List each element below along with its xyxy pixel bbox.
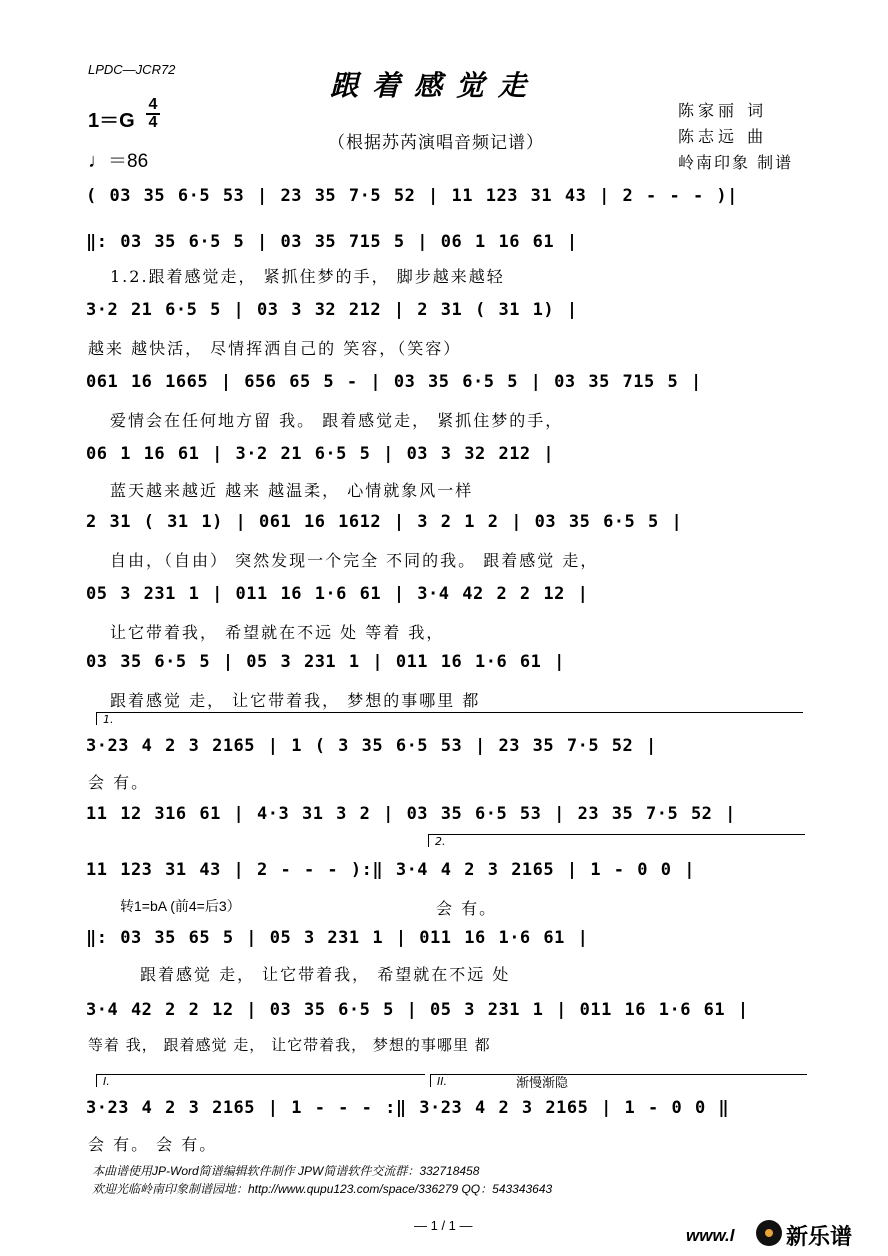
second-ending-bracket-a [428, 834, 805, 847]
composer-credit: 陈志远 曲 [678, 127, 768, 146]
time-sig-top: 4 [148, 96, 158, 113]
footer-line-2: 欢迎光临岭南印象制谱园地：http://www.qupu123.com/space/336279 QQ：543343643 [92, 1182, 553, 1196]
score-line-6: 2 31 ( 31 1) | 061 16 1612 | 3 2 1 2 | 03 35 6·5 5 | [86, 512, 683, 532]
score-line-1: ( 03 35 6·5 53 | 23 35 7·5 52 | 11 123 31 43 | 2 - - - )| [86, 186, 738, 206]
lyric-line-13: 等着 我， 跟着感觉 走， 让它带着我， 梦想的事哪里 都 [88, 1036, 491, 1054]
key-signature: 1＝G [88, 110, 135, 132]
time-sig-bottom: 4 [148, 114, 158, 131]
lyric-line-3: 越来 越快活， 尽情挥洒自己的 笑容，（笑容） [88, 339, 462, 358]
lyric-line-8: 跟着感觉 走， 让它带着我， 梦想的事哪里 都 [110, 691, 481, 710]
page-number: — 1 / 1 — [414, 1218, 473, 1233]
time-signature [146, 98, 160, 130]
score-line-14: 3·23 4 2 3 2165 | 1 - - - :‖ 3·23 4 2 3 2165 | 1 - 0 0 ‖ [86, 1098, 730, 1118]
lyric-line-2: 1.2.跟着感觉走， 紧抓住梦的手， 脚步越来越轻 [110, 267, 505, 286]
score-line-8: 03 35 6·5 5 | 05 3 231 1 | 011 16 1·6 61 | [86, 652, 565, 672]
record-disc-icon [756, 1220, 782, 1246]
tempo-value: ＝86 [108, 151, 149, 172]
lyricist-credit: 陈家丽 词 [678, 101, 768, 120]
lyric-line-6: 自由，（自由） 突然发现一个完全 不同的我。 跟着感觉 走， [110, 551, 599, 570]
score-line-12: ‖: 03 35 65 5 | 05 3 231 1 | 011 16 1·6 61 | [86, 928, 589, 948]
first-ending-label-b: I. [103, 1075, 110, 1088]
song-subtitle: （根据苏芮演唱音频记谱） [328, 133, 544, 153]
score-line-7: 05 3 231 1 | 011 16 1·6 61 | 3·4 42 2 2 12 | [86, 584, 589, 604]
watermark-url: www.l [686, 1226, 735, 1245]
arranger-credit: 岭南印象 制谱 [678, 153, 794, 172]
lyric-line-9: 会 有。 [88, 773, 150, 792]
lyric-line-7: 让它带着我， 希望就在不远 处 等着 我， [110, 623, 445, 642]
first-ending-bracket-b [96, 1074, 425, 1087]
score-line-3: 3·2 21 6·5 5 | 03 3 32 212 | 2 31 ( 31 1) | [86, 300, 578, 320]
score-line-11: 11 123 31 43 | 2 - - - ):‖ 3·4 4 2 3 2165 | 1 - 0 0 | [86, 860, 695, 880]
second-ending-label-b: II. [437, 1075, 447, 1088]
song-title: 跟着感觉走 [330, 69, 541, 102]
tempo-marking [88, 146, 148, 173]
lyric-line-14: 会 有。 会 有。 [88, 1135, 218, 1154]
watermark-brand: 新乐谱 [786, 1225, 853, 1250]
modulation-note: 转1=bA (前4=后3） [120, 898, 241, 914]
lyric-line-11: 会 有。 [436, 899, 498, 918]
score-line-10: 11 12 316 61 | 4·3 31 3 2 | 03 35 6·5 53 | 23 35 7·5 52 | [86, 804, 736, 824]
score-line-2: ‖: 03 35 6·5 5 | 03 35 715 5 | 06 1 16 61 | [86, 232, 578, 252]
first-ending-label-a: 1. [103, 713, 114, 726]
score-line-13: 3·4 42 2 2 12 | 03 35 6·5 5 | 05 3 231 1 | 011 16 1·6 61 | [86, 1000, 749, 1020]
score-code: LPDC—JCR72 [88, 62, 176, 77]
second-ending-bracket-b [430, 1074, 807, 1087]
dynamic-marking: 渐慢渐隐 [516, 1076, 569, 1091]
lyric-line-5: 蓝天越来越近 越来 越温柔， 心情就象风一样 [110, 481, 474, 500]
score-line-5: 06 1 16 61 | 3·2 21 6·5 5 | 03 3 32 212 | [86, 444, 555, 464]
score-line-4: 061 16 1665 | 656 65 5 - | 03 35 6·5 5 | 03 35 715 5 | [86, 372, 702, 392]
score-line-9: 3·23 4 2 3 2165 | 1 ( 3 35 6·5 53 | 23 35 7·5 52 | [86, 736, 657, 756]
lyric-line-4: 爱情会在任何地方留 我。 跟着感觉走， 紧抓住梦的手， [110, 411, 564, 430]
second-ending-label-a: 2. [435, 835, 446, 848]
first-ending-bracket-a [96, 712, 803, 725]
footer-line-1: 本曲谱使用JP-Word简谱编辑软件制作 JPW简谱软件交流群：332718458 [92, 1164, 480, 1178]
quarter-note-icon: ♩ [88, 150, 108, 172]
lyric-line-12: 跟着感觉 走， 让它带着我， 希望就在不远 处 [140, 965, 511, 984]
